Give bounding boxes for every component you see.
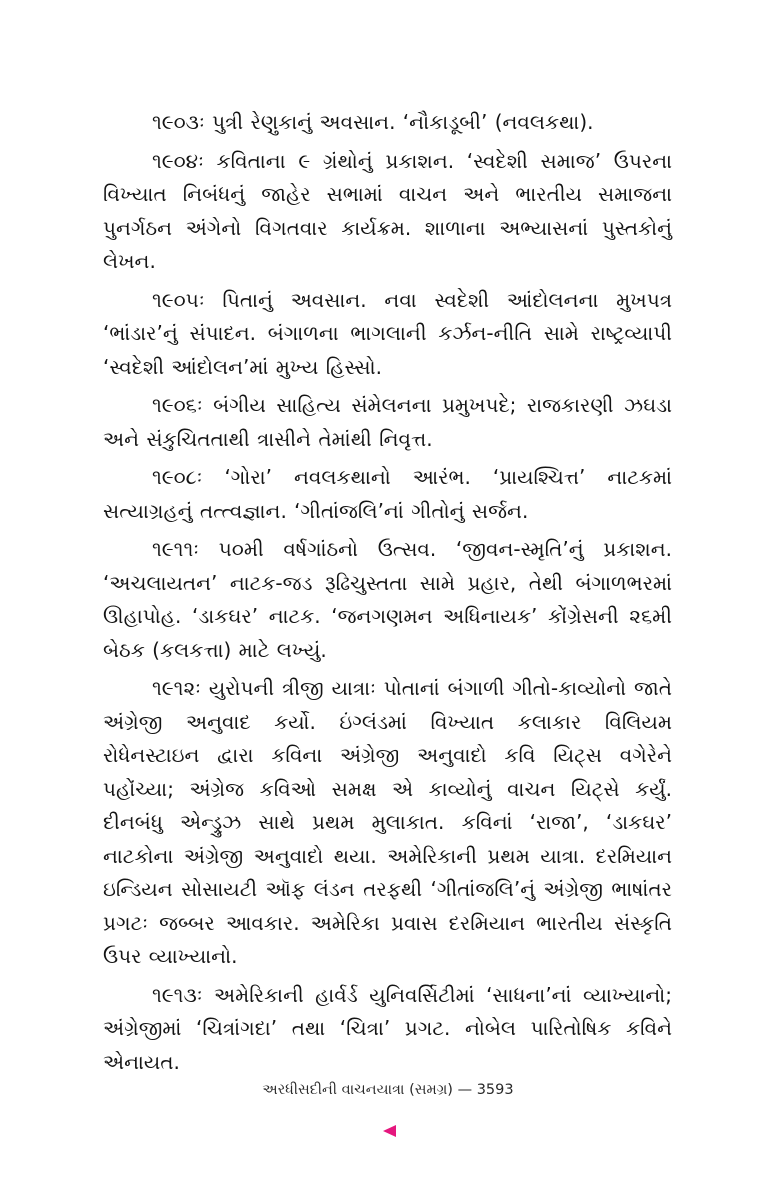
chronology-entry-1908 xyxy=(103,461,672,528)
entry-year: ૧૯૦૮ઃ xyxy=(152,465,203,489)
entry-year: ૧૯૦૩ઃ xyxy=(152,110,205,134)
footer-separator: — xyxy=(457,1082,473,1098)
page-footer xyxy=(0,1079,776,1101)
page-body xyxy=(103,106,672,1084)
entry-text: કવિતાના ૯ ગ્રંથોનું પ્રકાશન. ‘સ્વદેશી સમાજ’ ઉપરના વિખ્યાત નિબંધનું જાહેર સભામાં વાચન અને ભારતીય સમાજના પુનર્ગઠન અંગેનો વિગતવાર કાર્યક્રમ. શાળાના અભ્યાસનાં પુસ્તકોનું લેખન. xyxy=(103,148,672,273)
entry-text: પિતાનું અવસાન. નવા સ્વદેશી આંદોલનના મુખપત્ર ‘ભાંડાર’નું સંપાદન. બંગાળના ભાગલાની કર્ઝન-નીતિ સામે રાષ્ટ્રવ્યાપી ‘સ્વદેશી આંદોલન’માં મુખ્ય હિસ્સો. xyxy=(103,287,673,379)
chronology-entry-1903 xyxy=(103,106,672,140)
book-title: અરધીસદીની વાચનયાત્રા (સમગ્ર) xyxy=(262,1082,453,1098)
previous-page-button[interactable] xyxy=(379,1121,399,1141)
entry-year: ૧૯૦૫ઃ xyxy=(152,287,205,312)
chronology-entry-1904 xyxy=(103,145,672,279)
chronology-entry-1913 xyxy=(103,979,672,1080)
entry-year: ૧૯૧૧ઃ xyxy=(152,537,199,561)
entry-year: ૧૯૦૪ઃ xyxy=(152,148,204,173)
entry-text: ‘ગોરા’ નવલકથાનો આરંભ. ‘પ્રાયશ્ચિત્ત’ નાટકમાં સત્યાગ્રહનું તત્ત્વજ્ઞાન. ‘ગીતાંજલિ’નાં ગીતોનું સર્જન. xyxy=(103,465,672,523)
entry-text: બંગીય સાહિત્ય સંમેલનના પ્રમુખપદે; રાજકારણી ઝઘડા અને સંકુચિતતાથી ત્રાસીને તેમાંથી નિવૃત્ત. xyxy=(103,393,673,451)
entry-text: યુરોપની ત્રીજી યાત્રાઃ પોતાનાં બંગાળી ગીતો-કાવ્યોનો જાતે અંગ્રેજી અનુવાદ કર્યો. ઇંગ્લંડમાં વિખ્યાત કલાકાર વિલિયમ રોધેનસ્ટાઇન દ્વારા કવિના અંગ્રેજી અનુવાદો કવિ યિટ્સ વગેરેને પહોંચ્યા; અંગ્રેજ કવિઓ સમક્ષ એ કાવ્યોનું વાચન યિટ્સે કર્યું. દીનબંધુ એન્ડ્રુઝ સાથે પ્રથમ મુલાકાત. કવિનાં ‘રાજા’, ‘ડાકઘર’ નાટકોના અંગ્રેજી અનુવાદો થયા. અમેરિકાની પ્રથમ યાત્રા. દરમિયાન ઇન્ડિયન સોસાયટી ઑફ લંડન તરફથી ‘ગીતાંજલિ’નું અંગ્રેજી ભાષાંતર પ્રગટઃ જબ્બર આવકાર. અમેરિકા પ્રવાસ દરમિયાન ભારતીય સંસ્કૃતિ ઉપર વ્યાખ્યાનો. xyxy=(103,676,672,968)
entry-year: ૧૯૦૬ઃ xyxy=(152,393,203,417)
entry-year: ૧૯૧૨ઃ xyxy=(152,676,201,700)
entry-text: અમેરિકાની હાર્વર્ડ યુનિવર્સિટીમાં ‘સાધના’નાં વ્યાખ્યાનો; અંગ્રેજીમાં ‘ચિત્રાંગદા’ તથા ‘ચિત્રા’ પ્રગટ. નોબેલ પારિતોષિક કવિને એનાયત. xyxy=(103,982,672,1074)
chronology-entry-1912 xyxy=(103,672,672,974)
page-number: 3593 xyxy=(476,1082,514,1098)
entry-text: પુત્રી રેણુકાનું અવસાન. ‘નૌકાડૂબી’ (નવલકથા). xyxy=(212,110,594,134)
chronology-entry-1905 xyxy=(103,284,672,385)
entry-text: ૫૦મી વર્ષગાંઠનો ઉત્સવ. ‘જીવન-સ્મૃતિ’નું પ્રકાશન. ‘અચલાયતન’ નાટક-જડ રૂઢિચુસ્તતા સામે પ્રહાર, તેથી બંગાળભરમાં ઊહાપોહ. ‘ડાકઘર’ નાટક. ‘જનગણમન અધિનાયક’ કોંગ્રેસની ૨૬મી બેઠક (કલકત્તા) માટે લખ્યું. xyxy=(103,537,672,662)
entry-year: ૧૯૧૩ઃ xyxy=(152,982,203,1007)
left-triangle-icon xyxy=(383,1125,396,1137)
chronology-entry-1906 xyxy=(103,389,672,456)
chronology-entry-1911 xyxy=(103,533,672,667)
